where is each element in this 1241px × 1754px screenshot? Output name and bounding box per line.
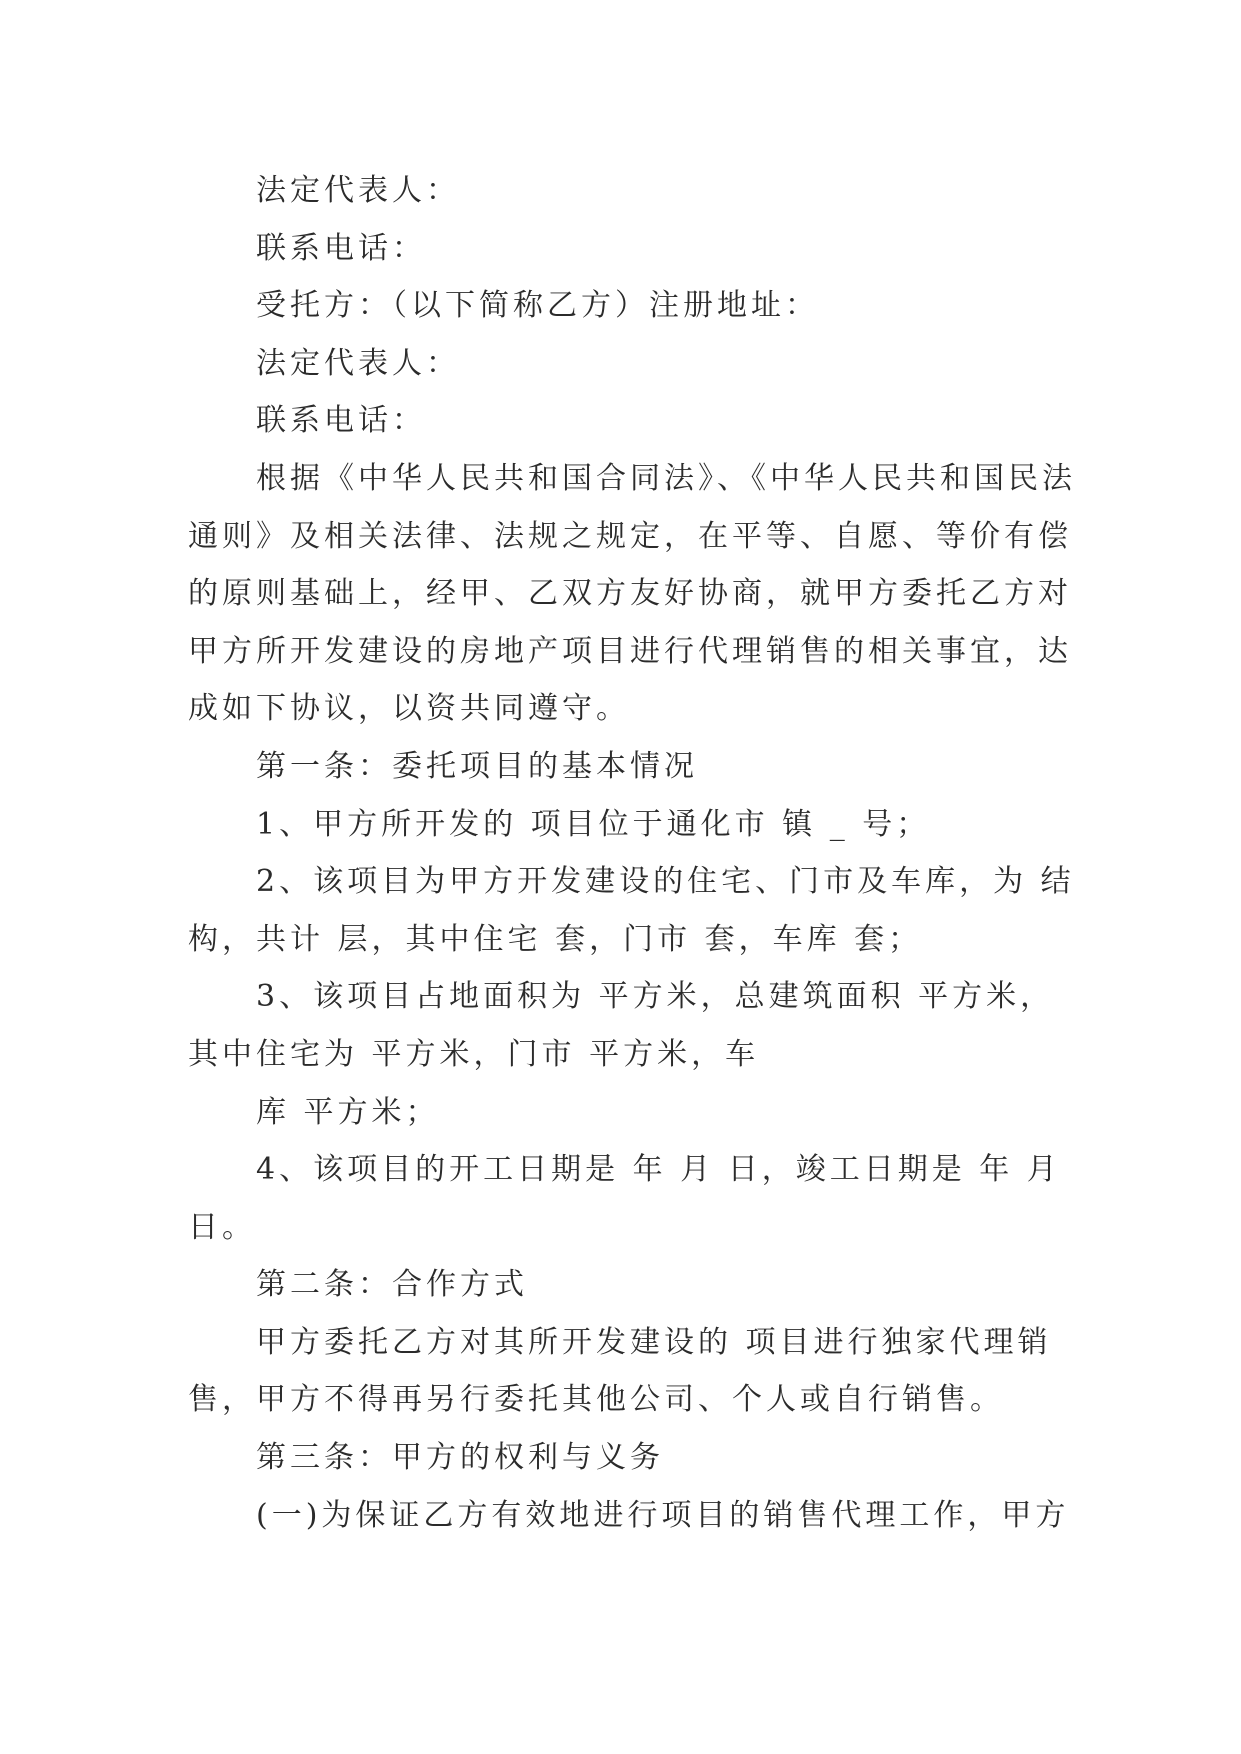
article-2-body: 售，甲方不得再另行委托其他公司、个人或自行销售。 (188, 1382, 1004, 1418)
article-1-item-3-cont: 库 平方米； (256, 1094, 440, 1130)
article-1-item-3-cont: 其中住宅为 平方米，门市 平方米，车 (188, 1036, 760, 1072)
trustee-legal-rep-line: 法定代表人： (256, 345, 460, 381)
article-3-item-1: (一)为保证乙方有效地进行项目的销售代理工作，甲方 (256, 1497, 1070, 1533)
article-2-heading: 第二条：合作方式 (256, 1267, 528, 1303)
article-3-heading: 第三条：甲方的权利与义务 (256, 1440, 664, 1476)
article-1-item-2: 2、该项目为甲方开发建设的住宅、门市及车库，为 结 (256, 864, 1075, 900)
article-1-item-4-cont: 日。 (188, 1209, 256, 1245)
preamble-line: 成如下协议，以资共同遵守。 (188, 691, 630, 727)
trustee-address-line: 受托方：（以下简称乙方）注册地址： (256, 288, 819, 324)
article-1-item-4: 4、该项目的开工日期是 年 月 日，竣工日期是 年 月 (256, 1152, 1061, 1188)
article-1-item-3: 3、该项目占地面积为 平方米，总建筑面积 平方米， (256, 979, 1055, 1015)
article-1-heading: 第一条：委托项目的基本情况 (256, 748, 698, 784)
preamble-line: 甲方所开发建设的房地产项目进行代理销售的相关事宜，达 (188, 633, 1072, 669)
entrustor-legal-rep-line: 法定代表人： (256, 173, 460, 208)
preamble-line: 根据《中华人民共和国合同法》、《中华人民共和国民法 (256, 460, 1076, 496)
entrustor-phone-line: 联系电话： (256, 230, 426, 266)
document-body (188, 162, 1076, 1544)
article-2-body: 甲方委托乙方对其所开发建设的 项目进行独家代理销 (256, 1324, 1052, 1360)
trustee-phone-line: 联系电话： (256, 403, 426, 439)
preamble-line: 的原则基础上，经甲、乙双方友好协商，就甲方委托乙方对 (188, 576, 1072, 612)
preamble-line: 通则》及相关法律、法规之规定，在平等、自愿、等价有偿 (188, 518, 1072, 554)
article-1-item-2-cont: 构，共计 层，其中住宅 套，门市 套，车库 套； (188, 921, 923, 957)
article-1-item-1: 1、甲方所开发的 项目位于通化市 镇 _ 号； (256, 806, 931, 842)
